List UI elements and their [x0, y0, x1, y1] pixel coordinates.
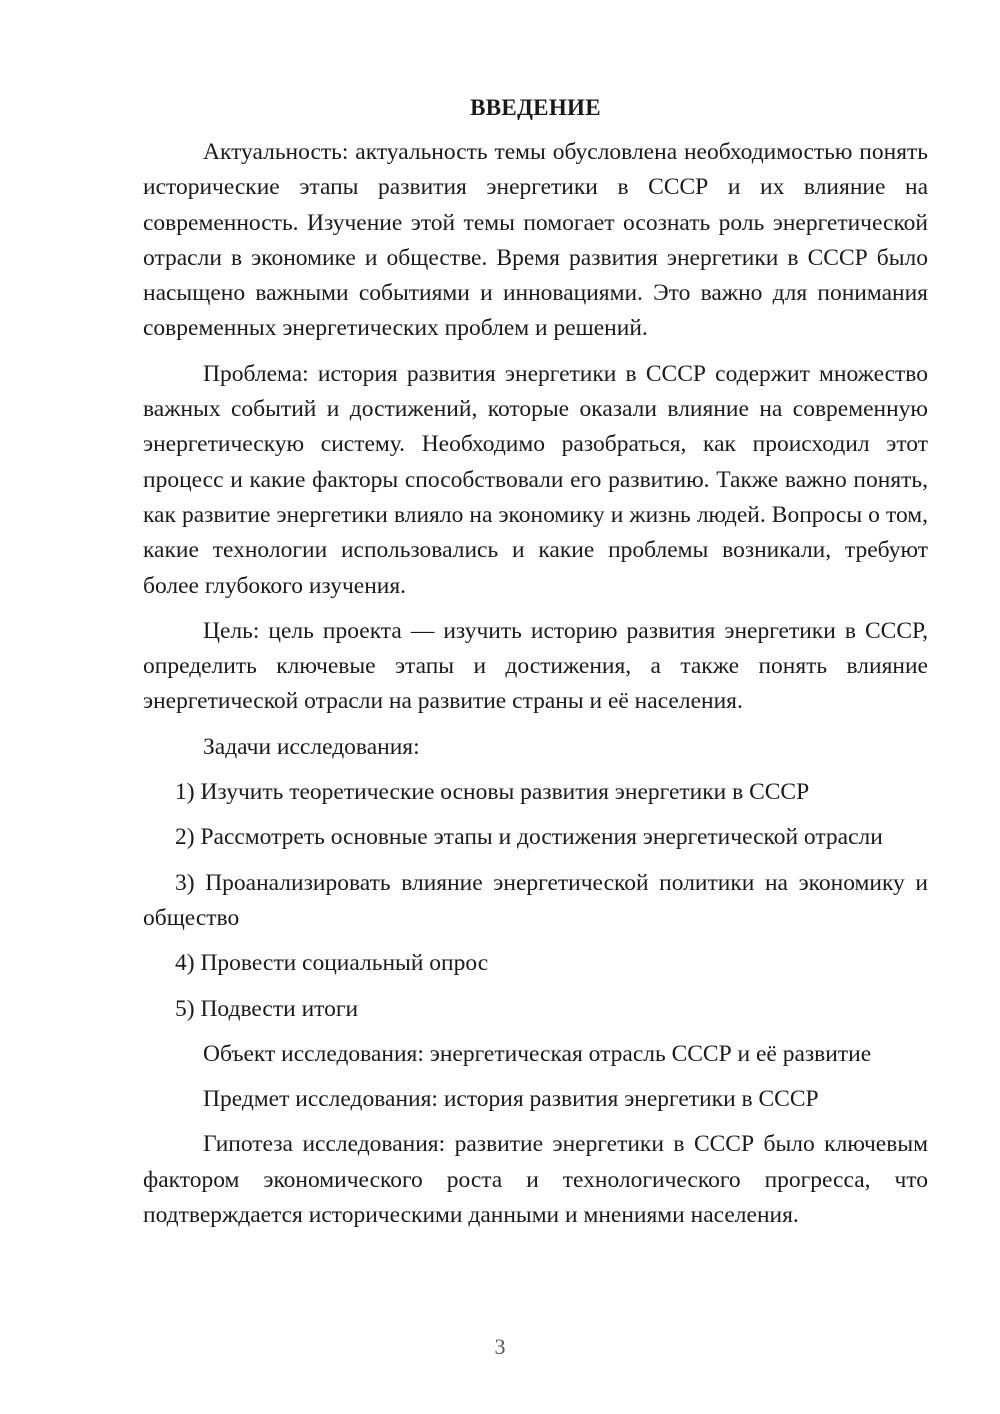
page-number: 3 [494, 1334, 506, 1359]
list-item: 4) Провести социальный опрос [175, 950, 489, 977]
relevance-paragraph: Актуальность: актуальность темы обусловлена необходимостью понять исторические этапы развития энергетики в СССР и их влияние на современность. Изучение этой темы помогает осознать роль энергетической отрасли в экономике и обществе. Время развития энергетики в СССР было насыщено важными событиями и инновациями. Это важно для понимания современных энергетических проблем и решений. [143, 139, 928, 342]
object-paragraph: Объект исследования: энергетическая отрасль СССР и её развитие [203, 1040, 872, 1067]
list-item: 1) Изучить теоретические основы развития энергетики в СССР [175, 779, 810, 806]
tasks-heading: Задачи исследования: [203, 733, 420, 760]
list-item: 2) Рассмотреть основные этапы и достижения энергетической отрасли [175, 824, 883, 851]
tasks-list [143, 775, 928, 1027]
document-page [143, 92, 928, 1243]
problem-paragraph: Проблема: история развития энергетики в СССР содержит множество важных событий и достижений, которые оказали влияние на современную энергетическую систему. Необходимо разобраться, как происходил этот процесс и какие факторы способствовали его развитию. Также важно понять, как развитие энергетики влияло на экономику и жизнь людей. Вопросы о том, какие технологии использовались и какие проблемы возникали, требуют более глубокого изучения. [143, 360, 928, 599]
subject-paragraph: Предмет исследования: история развития энергетики в СССР [203, 1086, 819, 1113]
list-item: 5) Подвести итоги [175, 995, 359, 1022]
hypothesis-paragraph: Гипотеза исследования: развитие энергетики в СССР было ключевым фактором экономического роста и технологического прогресса, что подтверждается историческими данными и мнениями населения. [143, 1131, 928, 1229]
list-item: 3) Проанализировать влияние энергетической политики на экономику и общество [143, 869, 928, 931]
page-title: ВВЕДЕНИЕ [470, 95, 601, 120]
goal-paragraph: Цель: цель проекта — изучить историю развития энергетики в СССР, определить ключевые этапы и достижения, а также понять влияние энергетической отрасли на развитие страны и её населения. [143, 617, 928, 715]
